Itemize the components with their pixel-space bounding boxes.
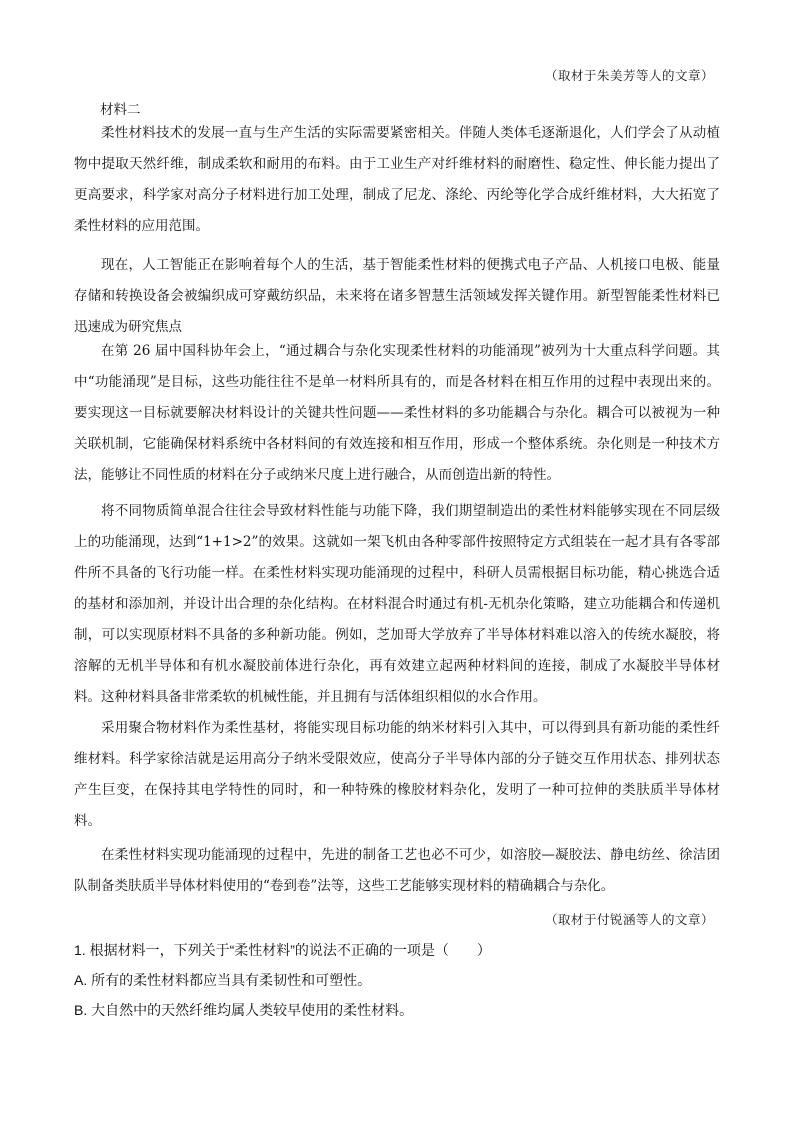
material-label: 材料二: [100, 102, 141, 118]
paragraph-4: 将不同物质简单混合往往会导致材料性能与功能下降，我们期望制造出的柔性材料能够实现在不同层级上的功能涌现，达到“1+1>2”的效果。这就如一架飞机由各种零部件按照特定方式组装在一起才具有各零部件所不具备的飞行功能一样。在柔性材料实现功能涌现的过程中，科研人员需根据目标功能，精心挑选合适的基材和添加剂，并设计出合理的杂化结构。在材料混合时通过有机-无机杂化策略，建立功能耦合和传递机制，可以实现原材料不具备的多种新功能。例如，芝加哥大学放弃了半导体材料难以溶入的传统水凝胶，将溶解的无机半导体和有机水凝胶前体进行杂化，再有效建立起两种材料间的连接，制成了水凝胶半导体材料。这种材料具备非常柔软的机械性能，并且拥有与活体组织相似的水合作用。: [74, 503, 720, 705]
source-citation-bottom: （取材于付锐涵等人的文章）: [544, 912, 714, 927]
option-a: A. 所有的柔性材料都应当具有柔韧性和可塑性。: [74, 972, 372, 988]
paragraph-3: 在第 26 届中国科协年会上，“通过耦合与杂化实现柔性材料的功能涌现”被列为十大重点科学问题。其中“功能涌现”是目标，这些功能往往不是单一材料所具有的，而是各材料在相互作用的过程中表现出来的。要实现这一目标就要解决材料设计的关键共性问题——柔性材料的多功能耦合与杂化。耦合可以被视为一种关联机制，它能确保材料系统中各材料间的有效连接和相互作用，形成一个整体系统。杂化则是一种技术方法，能够让不同性质的材料在分子或纳米尺度上进行融合，从而创造出新的特性。: [74, 343, 720, 483]
option-b: B. 大自然中的天然纤维均属人类较早使用的柔性材料。: [74, 1002, 414, 1018]
source-citation-top: （取材于朱美芳等人的文章）: [544, 68, 714, 83]
paragraph-1: 柔性材料技术的发展一直与生产生活的实际需要紧密相关。伴随人类体毛逐渐退化，人们学会了从动植物中提取天然纤维，制成柔软和耐用的布料。由于工业生产对纤维材料的耐磨性、稳定性、伸长能力提出了更高要求，科学家对高分子材料进行加工处理，制成了尼龙、涤纶、丙纶等化学合成纤维材料，大大拓宽了柔性材料的应用范围。: [74, 125, 720, 234]
paragraph-5: 采用聚合物材料作为柔性基材，将能实现目标功能的纳米材料引入其中，可以得到具有新功能的柔性纤维材料。科学家徐洁就是运用高分子纳米受限效应，使高分子半导体内部的分子链交互作用状态、排列状态产生巨变，在保持其电学特性的同时，和一种特殊的橡胶材料杂化，发明了一种可拉伸的类肤质半导体材料。: [74, 720, 720, 829]
paragraph-6: 在柔性材料实现功能涌现的过程中，先进的制备工艺也必不可少，如溶胶—凝胶法、静电纺丝、徐洁团队制备类肤质半导体材料使用的“卷到卷”法等，这些工艺能够实现材料的精确耦合与杂化。: [74, 847, 720, 894]
paragraph-2: 现在，人工智能正在影响着每个人的生活，基于智能柔性材料的便携式电子产品、人机接口电极、能量存储和转换设备会被编织成可穿戴纺织品，未来将在诸多智慧生活领域发挥关键作用。新型智能柔性材料已迅速成为研究焦点: [74, 257, 720, 335]
question-stem: 1. 根据材料一，下列关于“柔性材料”的说法不正确的一项是（ ）: [74, 942, 491, 958]
